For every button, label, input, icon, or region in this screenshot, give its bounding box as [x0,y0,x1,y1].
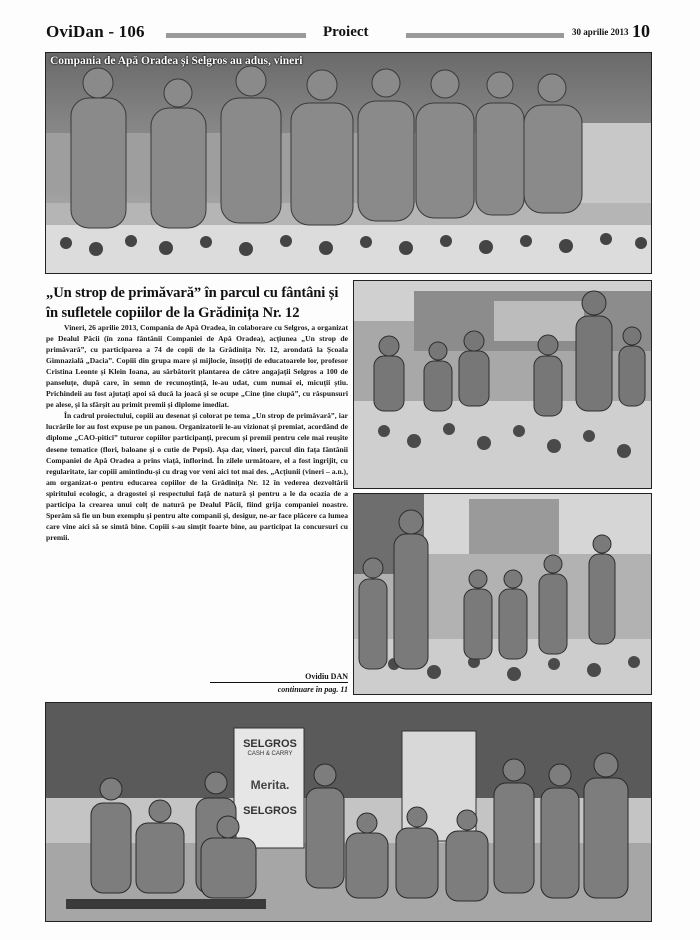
article-paragraph: În cadrul proiectului, copiii au desenat și colorat pe tema „Un strop de primăvară”, iar lucrările lor au fost expuse pe un panou. Organizatorii le-au vizionat și premiat, acordând de diplome „CAO-pitici” tuturor copiilor participanți, precum și premii pentru cele mai reușite desene tematice (flori, baloane și o cutie de Pepsi). Așa dar, vineri, parcul din fața fântânii Companiei de Apă Oradea a prins viață, înflorind. În zilele următoare, el a fost îngrijit, cu regularitate, iar copiii amintindu-și cu drag vor veni aici tot mai des. „Acțiunii (vineri – a.n.), am organizat-o pentru educarea copiilor de la Grădinița Nr. 12 în vederea dezvoltării spiritului ecologic, a dragostei și respectului față de natură și pentru a le da ocazia de a participa la crearea unui colț de natură pe Dealul Păcii, fiind grija companiei noastre. Sperăm să fie un bun exemplu și pentru alte companii și, desigur, ne-ar face plăcere ca lumea care vine aici să se simtă bine. Copiii s-au simțit foarte bine, au participat la concursuri cu premii. [46,411,348,542]
header-rule-right [406,33,564,38]
banner-brand-2: SELGROS [243,805,297,817]
banner-sub: CASH & CARRY [247,751,293,757]
banner-merit: Merita. [250,778,290,792]
children-watering-photo-1 [353,280,652,489]
banner-brand: SELGROS [243,738,297,750]
article-body [46,322,348,543]
article-paragraph: Vineri, 26 aprilie 2013, Compania de Apă Oradea, în colaborare cu Selgros, a organizat pe Dealul Păcii (în zona fântânii Companiei de Apă Oradea), acțiunea „Un strop de primăvară”, cu participarea a 74 de copii de la Grădinița Nr. 12, arondată la Școala Gimnazială „Dacia”. Copiii din grupa mare și mijlocie, însoțiți de educatoarele lor, profesor Cristina Leonte și Klein Ioana, au sărbătorit plantarea de către angajații Selgros a 100 de panseluțe, după care, în semn de recunoștință, le-au udat, cum numai ei, micuții știu. Prichindeii au fost ajutați apoi să ducă la joacă și se ocupe „Cine ține ciupă”, cu răspunsuri pe alese, și la sfârșit au primit premii și diplome imediat. [46,323,348,410]
continued-note: continuare în pag. 11 [277,685,348,694]
article-headline: „Un strop de primăvară” în parcul cu fântâni și în sufletele copiilor de la Grădinița Nr. 12 [46,285,339,321]
publication-title: OviDan - 106 [46,22,145,41]
issue-date: 30 aprilie 2013 [572,27,629,37]
article-author: Ovidiu DAN [210,672,348,683]
bottom-group-photo [45,702,652,922]
section-title: Proiect [323,24,369,40]
page-number: 10 [632,21,650,41]
top-photo-caption: Compania de Apă Oradea și Selgros au adus, vineri [50,55,303,67]
top-group-photo [45,52,652,274]
children-watering-photo-2 [353,493,652,695]
header-rule-left [166,33,306,38]
